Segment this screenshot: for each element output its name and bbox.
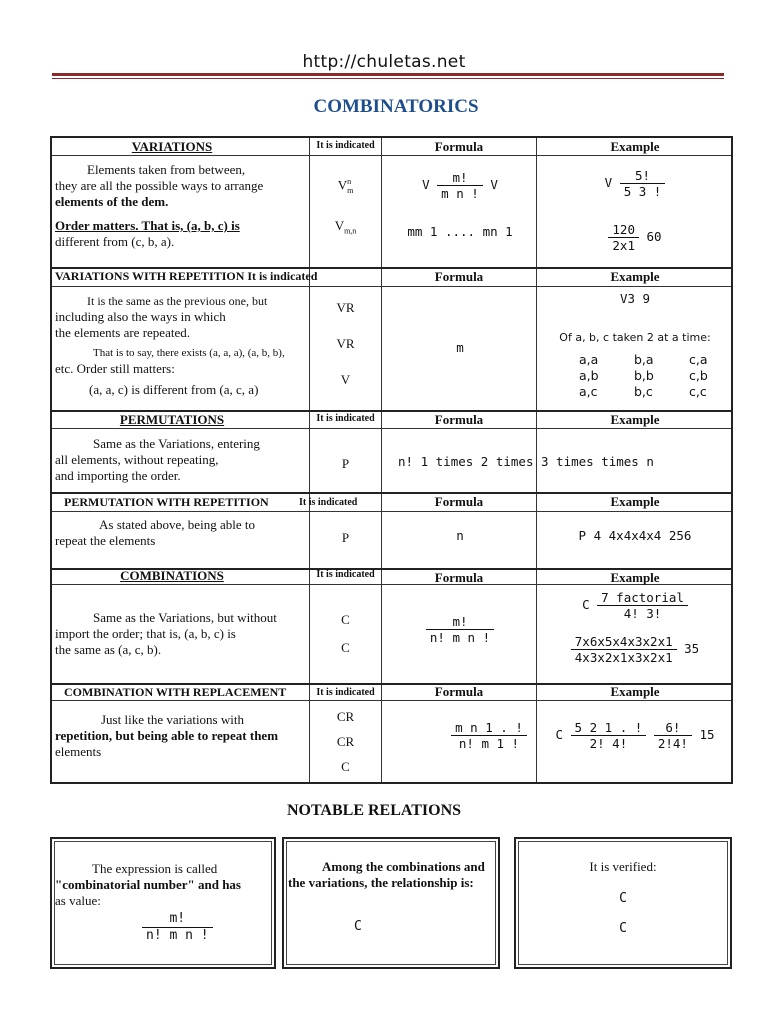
variations-description xyxy=(55,162,307,250)
col-indicated: It is indicated xyxy=(316,569,375,580)
desc-line: repetition, but being able to repeat them xyxy=(55,728,279,743)
col-indicated: It is indicated xyxy=(316,687,375,698)
row-divider xyxy=(52,286,731,287)
variations-repetition-symbol-alt: VR xyxy=(336,336,355,351)
permutation-repetition-description xyxy=(55,517,307,549)
pairs-grid xyxy=(579,352,744,400)
col-example: Example xyxy=(610,139,660,154)
combinations-formula: $\frac{m!}{\text{n! m n !}}$ xyxy=(384,614,536,645)
row-divider xyxy=(52,511,731,512)
combinations-example-result: $\frac{7x6x5x4x3x2x1}{4x3x2x1x3x2x1}$ 35 xyxy=(538,634,732,665)
document-title: COMBINATORICS xyxy=(313,96,479,117)
desc-line: (a, a, c) is different from (a, c, a) xyxy=(89,382,259,397)
col-indicated: It is indicated xyxy=(299,497,358,508)
notable-box-combinatorial-number: The expression is called "combinatorial number" and has as value: $\frac{m!}{\text{n! m n !}}$ xyxy=(50,837,276,969)
combination-replacement-symbol-alt2: C xyxy=(341,759,350,774)
combination-replacement-symbol: CR xyxy=(336,709,355,724)
variations-repetition-symbol: VR xyxy=(336,300,355,315)
desc-line: elements xyxy=(55,744,102,759)
variations-repetition-example: V3 9 xyxy=(619,291,651,306)
col-indicated: It is indicated xyxy=(316,413,375,424)
combinations-symbol-alt: C xyxy=(341,640,350,655)
permutations-formula: n! 1 times 2 times 3 times times n xyxy=(398,454,654,469)
permutation-repetition-formula: n xyxy=(456,528,464,543)
combination-replacement-example: C $\frac{5 2 1 . !}{2! 4!}$ $\frac{6!}{2!4!}$ 15 xyxy=(555,720,715,751)
pair-item: c,c xyxy=(689,384,707,399)
pair-item: b,b xyxy=(634,368,654,383)
desc-line: Elements taken from between, xyxy=(87,162,246,177)
section-title-variations: VARIATIONS xyxy=(131,139,213,154)
notable-box-verified: It is verified: C C xyxy=(514,837,732,969)
section-title-permutation-repetition: PERMUTATION WITH REPETITION xyxy=(64,495,269,509)
desc-line: and importing the order. xyxy=(55,468,181,483)
row-divider xyxy=(52,155,731,156)
col-indicated: It is indicated xyxy=(316,140,375,151)
desc-line: repeat the elements xyxy=(55,533,156,548)
desc-line: all elements, without repeating, xyxy=(55,452,219,467)
notable-relations-title: NOTABLE RELATIONS xyxy=(286,802,462,819)
pair-item: a,a xyxy=(579,352,599,367)
variations-example-result: $\frac{120}{2x1}$ 60 xyxy=(538,222,732,253)
variations-repetition-description xyxy=(55,293,307,398)
section-title-combinations: COMBINATIONS xyxy=(120,568,224,583)
combinatorics-table xyxy=(50,136,733,784)
section-title-permutations: PERMUTATIONS xyxy=(119,412,225,427)
notable-box-relationship: Among the combinations and the variations, the relationship is: C xyxy=(282,837,500,969)
desc-line: the same as (a, c, b). xyxy=(55,642,162,657)
desc-line: import the order; that is, (a, b, c) is xyxy=(55,626,236,641)
variations-formula-expanded: mm 1 .... mn 1 xyxy=(407,224,513,239)
col-formula: Formula xyxy=(434,570,484,585)
col-example: Example xyxy=(610,494,660,509)
variations-repetition-symbol-alt2: V xyxy=(340,372,351,387)
variations-repetition-note: Of a, b, c taken 2 at a time: xyxy=(559,331,711,344)
header-rule-thick xyxy=(52,73,724,76)
desc-line: the elements are repeated. xyxy=(55,325,190,340)
row-divider xyxy=(52,428,731,429)
desc-line: including also the ways in which xyxy=(55,309,226,324)
permutations-description xyxy=(55,436,307,484)
pair-item: c,b xyxy=(689,368,708,383)
desc-line: That is to say, there exists (a, a, a), (a, b, b), xyxy=(93,347,285,359)
col-example: Example xyxy=(610,684,660,699)
combinations-symbol: C xyxy=(341,612,350,627)
desc-line: It is the same as the previous one, but xyxy=(87,294,268,308)
pair-item: a,b xyxy=(579,368,599,383)
combinations-description xyxy=(55,610,307,658)
col-formula: Formula xyxy=(434,139,484,154)
variations-example: V $\frac{5!}{5 3 !}$ xyxy=(538,168,732,199)
pair-item: b,c xyxy=(634,384,653,399)
desc-line: Just like the variations with xyxy=(101,712,244,727)
col-formula: Formula xyxy=(434,494,484,509)
desc-line: etc. Order still matters: xyxy=(55,361,175,376)
col-formula: Formula xyxy=(434,684,484,699)
site-url: http://chuletas.net xyxy=(302,52,466,72)
desc-line: different from (c, b, a). xyxy=(55,234,175,249)
pair-item: c,a xyxy=(689,352,708,367)
col-formula: Formula xyxy=(434,269,484,284)
section-title-combination-replacement: COMBINATION WITH REPLACEMENT xyxy=(64,685,287,699)
variations-repetition-formula: m xyxy=(456,340,464,355)
col-example: Example xyxy=(610,570,660,585)
desc-line: Same as the Variations, but without xyxy=(93,610,277,625)
combinations-example: C $\frac{\text{7 factorial}}{4! 3!}$ xyxy=(538,590,732,621)
variations-symbol: $V^n_m$ xyxy=(337,177,354,195)
permutations-symbol: P xyxy=(341,456,350,471)
row-divider xyxy=(52,700,731,701)
desc-line: they are all the possible ways to arrange xyxy=(55,178,264,193)
combination-replacement-formula: $\frac{\text{m n 1 . !}}{n! m 1 !}$ xyxy=(442,720,536,751)
variations-symbol-alt: $V_{m,n}$ xyxy=(334,218,357,236)
permutation-repetition-symbol: P xyxy=(341,530,350,545)
section-title-variations-repetition: VARIATIONS WITH REPETITION It is indicated xyxy=(55,269,318,283)
header-rule-thin xyxy=(52,78,724,79)
desc-line: elements of the dem. xyxy=(55,194,169,209)
col-example: Example xyxy=(610,269,660,284)
variations-formula: V $\frac{m!}{\text{m n !}}$ V xyxy=(422,170,498,201)
desc-line: As stated above, being able to xyxy=(99,517,255,532)
permutation-repetition-example: P 4 4x4x4x4 256 xyxy=(578,528,692,543)
pair-item: b,a xyxy=(634,352,654,367)
col-formula: Formula xyxy=(434,412,484,427)
col-example: Example xyxy=(610,412,660,427)
combination-replacement-symbol-alt: CR xyxy=(336,734,355,749)
desc-line: Same as the Variations, entering xyxy=(93,436,260,451)
combination-replacement-description xyxy=(55,712,325,760)
pair-item: a,c xyxy=(579,384,598,399)
desc-line: Order matters. That is, (a, b, c) is xyxy=(55,218,240,233)
